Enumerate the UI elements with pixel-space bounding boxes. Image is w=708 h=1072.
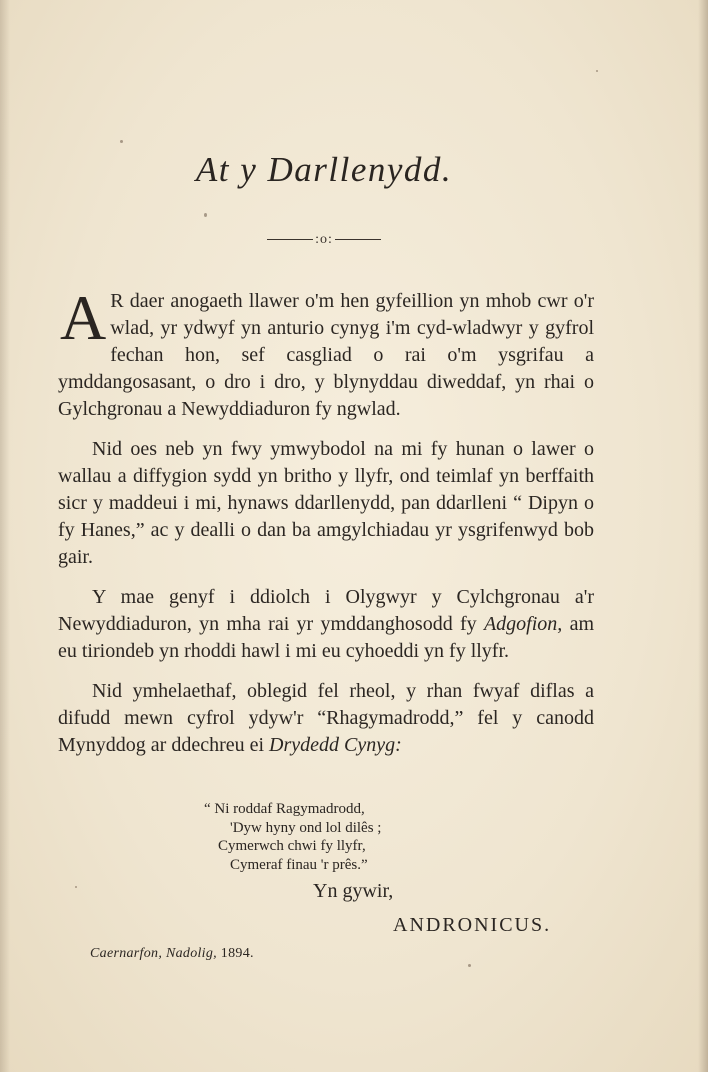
occasion: Nadolig, bbox=[165, 946, 217, 961]
paragraph-2: Nid oes neb yn fwy ymwybodol na mi fy hunan o lawer o wallau a diffygion sydd yn britho y llyfr, ond teimlaf yn berffaith sicr y maddeui i mi, hynaws ddarllenydd, pan ddarlleni “ Dipyn o fy Hanes,” ac y dealli o dan ba amgylchiadau yr ysgrifenwyd bob gair. bbox=[58, 438, 594, 568]
place: Caernarfon, bbox=[90, 946, 163, 961]
separator-ornament: :o: bbox=[315, 232, 333, 247]
paper-speck bbox=[75, 886, 77, 888]
paragraph-4 bbox=[58, 678, 594, 759]
year: 1894. bbox=[220, 946, 254, 961]
verse-line-4: Cymeraf finau 'r prês.” bbox=[230, 856, 368, 873]
verse-quote bbox=[196, 800, 381, 874]
paper-speck bbox=[204, 213, 207, 217]
separator-rule-left bbox=[267, 239, 313, 240]
paragraph-1-text: R daer anogaeth llawer o'm hen gyfeillion yn mhob cwr o'r wlad, yr ydwyf yn anturio cynyg i'm cyd-wladwyr y gyfrol fechan hon, sef casgliad o rai o'm ysgrifau a ymddangosasant, o dro i dro, y blynyddau diweddaf, yn rhai o Gylchgronau a Newyddiaduron fy ngwlad. bbox=[58, 290, 594, 420]
closing-salutation: Yn gywir, bbox=[313, 880, 394, 902]
verse-line-1: “ Ni roddaf Ragymadrodd, bbox=[204, 801, 365, 817]
page-edge-shadow bbox=[698, 0, 708, 1072]
separator-rule-right bbox=[335, 239, 381, 240]
title-separator bbox=[0, 232, 648, 248]
paragraph-4-text-before: Nid ymhelaethaf, oblegid fel rheol, y rhan fwyaf diflas a difudd mewn cyfrol ydyw'r “Rhagymadrodd,” fel y canodd Mynyddog ar ddechreu ei bbox=[58, 680, 594, 756]
place-and-date bbox=[90, 946, 254, 962]
paragraph-3-italic: Adgofion, bbox=[483, 613, 563, 635]
paper-speck bbox=[120, 140, 123, 143]
paragraph-3-text-after: am eu tiriondeb yn rhoddi hawl i mi eu cyhoeddi yn fy llyfr. bbox=[58, 613, 595, 662]
paragraph-3-text-before: Y mae genyf i ddiolch i Olygwyr y Cylchgronau a'r Newyddiaduron, yn mha rai yr ymddanghosodd fy bbox=[58, 586, 594, 635]
body-text bbox=[58, 282, 595, 772]
paragraph-4-italic: Drydedd Cynyg: bbox=[269, 734, 402, 756]
paper-speck bbox=[596, 70, 598, 72]
drop-cap: A bbox=[60, 282, 107, 353]
page-title: At y Darllenydd. bbox=[195, 150, 453, 189]
author-signature: ANDRONICUS. bbox=[393, 914, 552, 936]
verse-line-3: Cymerwch chwi fy llyfr, bbox=[218, 838, 366, 854]
verse-line-2: 'Dyw hyny ond lol dilês ; bbox=[230, 819, 382, 836]
paragraph-3 bbox=[58, 584, 594, 665]
paper-speck bbox=[468, 964, 471, 967]
paragraph-1 bbox=[58, 282, 594, 423]
